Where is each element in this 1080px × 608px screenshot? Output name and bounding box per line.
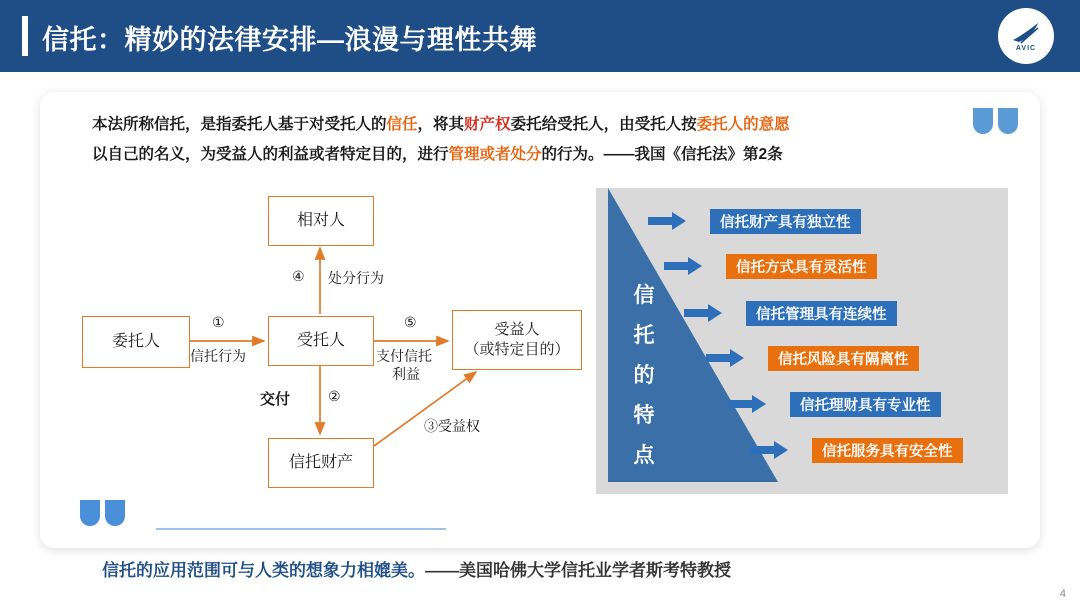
feature-arrow-3: [706, 349, 744, 367]
flow-label-num5: ⑤: [404, 314, 417, 330]
footer-quote-text: 信托的应用范围可与人类的想象力相媲美。: [102, 561, 425, 580]
flow-label-num3: ③受益权: [424, 418, 480, 434]
trust-flow-diagram: [40, 188, 580, 518]
footer-quote: [102, 556, 731, 581]
law-highlight-property: 财产权: [464, 116, 511, 133]
law-text-part-2: ，将其: [417, 116, 465, 133]
law-highlight-will: 委托人的意愿: [696, 116, 790, 133]
flow-node-counterparty: 相对人: [268, 196, 374, 246]
vertical-title-char-2: 的: [633, 364, 655, 387]
feature-arrow-4: [728, 395, 766, 413]
law-highlight-manage: 管理或者处分: [448, 146, 542, 163]
vertical-title-char-1: 托: [633, 324, 655, 347]
law-definition-text: [92, 110, 972, 170]
flow-node-beneficiary-line1: 受益人: [494, 321, 540, 338]
flow-label-pay-benefit-1: 支付信托: [376, 348, 432, 364]
feature-arrow-5: [750, 441, 788, 459]
slide-header: [0, 0, 1080, 72]
flow-node-trust-property: 信托财产: [268, 438, 374, 488]
law-highlight-trust: 信任: [386, 116, 418, 133]
feature-arrow-0: [648, 212, 686, 230]
content-card: [40, 92, 1040, 580]
feature-item-1: 信托方式具有灵活性: [726, 254, 877, 279]
trust-features-panel: [596, 188, 1008, 494]
flow-label-trust-act: 信托行为: [190, 348, 246, 364]
vertical-title-char-0: 信: [633, 284, 655, 307]
law-text-part-4: 以自己的名义，为受益人的利益或者特定目的，进行: [92, 146, 449, 163]
feature-arrow-2: [684, 304, 722, 322]
feature-item-5: 信托服务具有安全性: [812, 438, 963, 463]
feature-item-0: 信托财产具有独立性: [710, 209, 861, 234]
flow-node-beneficiary-line2: （或特定目的）: [464, 341, 570, 358]
law-definition-line-2: [92, 140, 972, 170]
avic-logo: [998, 8, 1054, 64]
panel-vertical-title: [618, 276, 670, 476]
feature-arrow-1: [664, 257, 702, 275]
law-text-part-3: 委托给受托人，由受托人按: [510, 116, 697, 133]
vertical-title-char-3: 特: [633, 404, 655, 427]
flow-label-num1: ①: [212, 314, 225, 330]
law-text-part-1: 本法所称信托，是指委托人基于对受托人的: [92, 116, 387, 133]
flow-node-beneficiary: [452, 310, 582, 370]
vertical-title-char-4: 点: [633, 444, 655, 467]
header-accent-bar: [22, 16, 28, 56]
flow-label-num4: ④: [292, 268, 305, 284]
flow-label-num2: ②: [328, 388, 341, 404]
flow-node-trustee: 受托人: [268, 316, 374, 366]
quote-icon-top: [973, 108, 1018, 134]
flow-label-deliver: 交付: [260, 391, 291, 408]
logo-bird-icon: [1011, 22, 1041, 44]
logo-text: AVIC: [1015, 45, 1037, 52]
law-text-part-5: 的行为。——我国《信托法》第2条: [541, 146, 783, 163]
law-definition-line-1: [92, 110, 972, 140]
page-title: 信托：精妙的法律安排—浪漫与理性共舞: [42, 25, 537, 55]
flow-label-disposal-act: 处分行为: [328, 270, 384, 286]
flow-node-settlor: 委托人: [82, 316, 190, 368]
quote-icon-bottom: [80, 500, 125, 526]
flow-label-pay-benefit-2: 利益: [392, 366, 420, 382]
feature-item-3: 信托风险具有隔离性: [768, 346, 919, 371]
footer-attribution: ——美国哈佛大学信托业学者斯考特教授: [425, 561, 731, 580]
feature-item-2: 信托管理具有连续性: [746, 301, 897, 326]
feature-item-4: 信托理财具有专业性: [790, 392, 941, 417]
footer-divider: [156, 528, 446, 530]
page-number: 4: [1059, 588, 1066, 600]
